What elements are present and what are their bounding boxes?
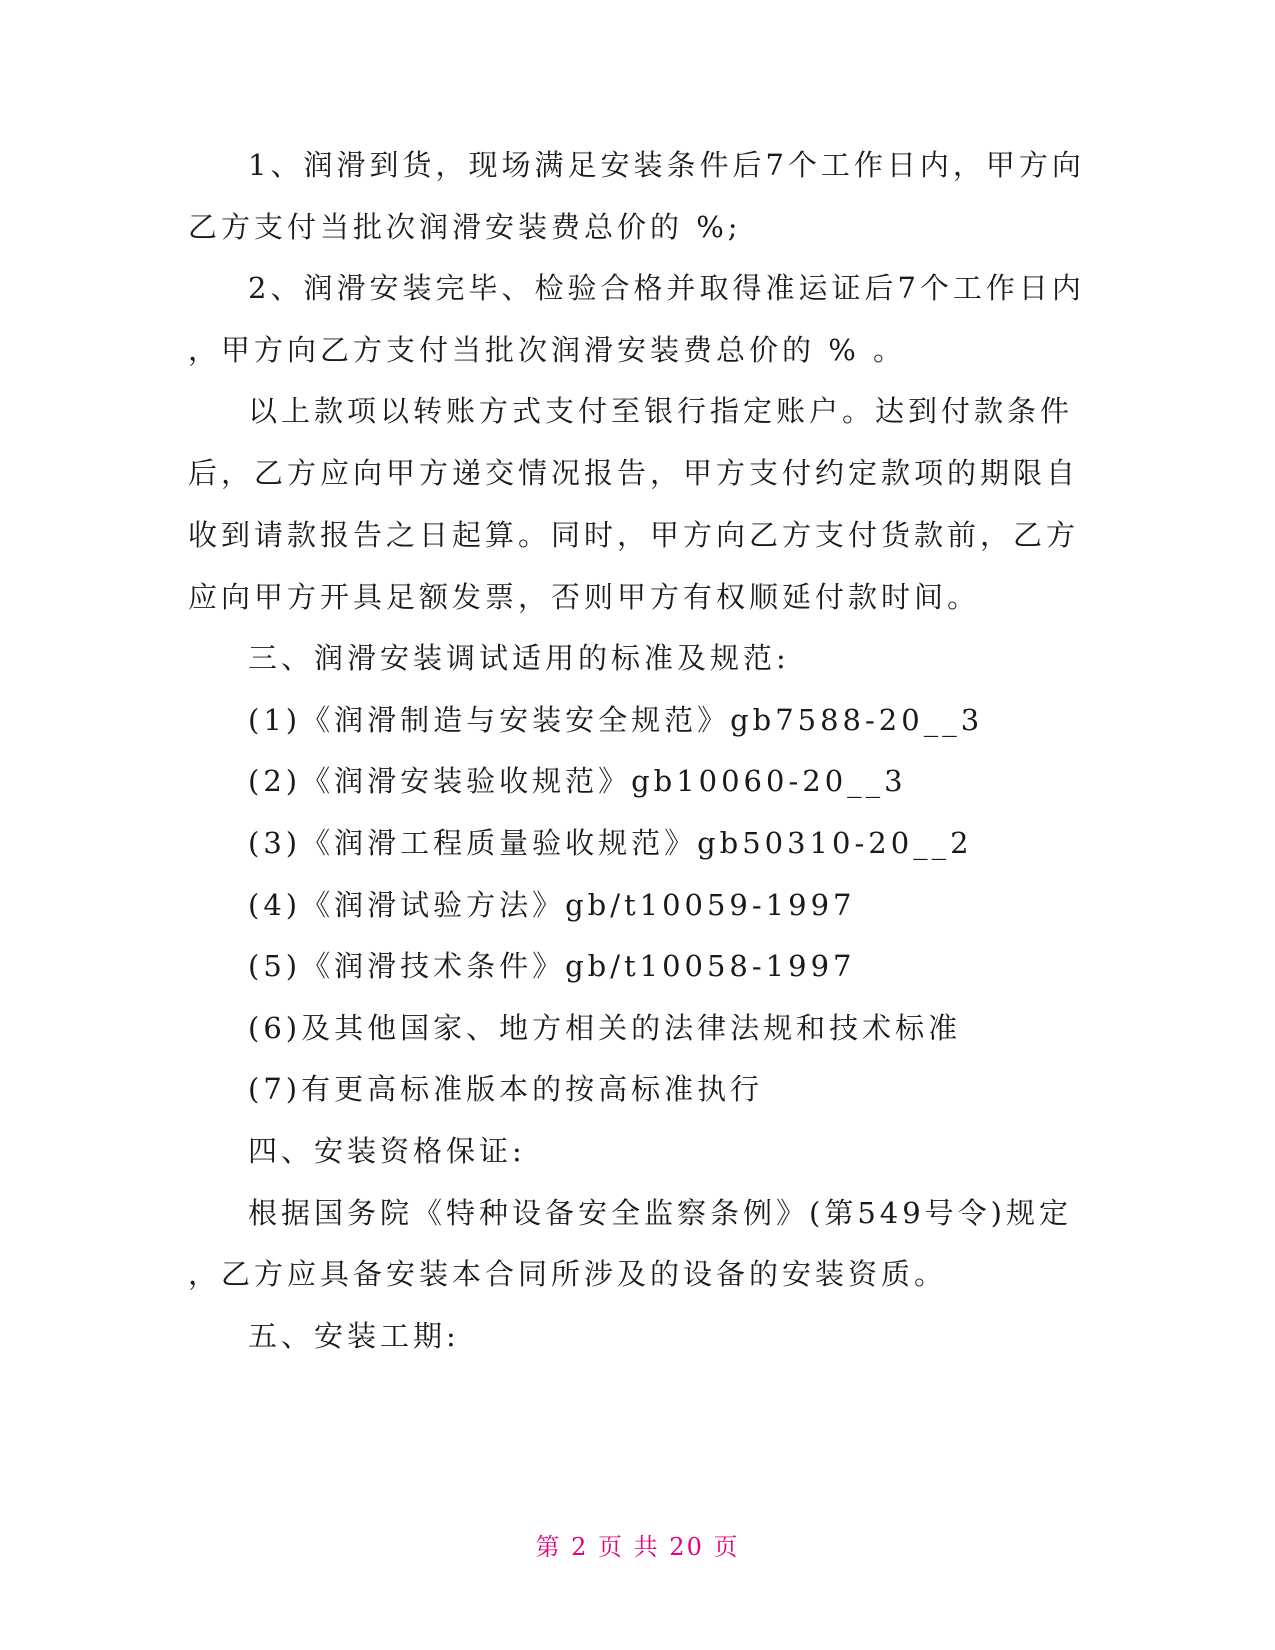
section-heading: 五、安装工期: bbox=[248, 1319, 460, 1353]
section-heading: 四、安装资格保证: bbox=[248, 1134, 526, 1168]
paragraph-line: 应向甲方开具足额发票，否则甲方有权顺延付款时间。 bbox=[188, 580, 981, 614]
standard-item: (4)《润滑试验方法》gb/t10059-1997 bbox=[248, 888, 856, 922]
paragraph-line: 根据国务院《特种设备安全监察条例》(第549号令)规定 bbox=[248, 1196, 1072, 1230]
standard-item: (7)有更高标准版本的按高标准执行 bbox=[248, 1072, 764, 1106]
paragraph-line: 以上款项以转账方式支付至银行指定账户。达到付款条件 bbox=[248, 394, 1074, 428]
standard-item: (6)及其他国家、地方相关的法律法规和技术标准 bbox=[248, 1011, 962, 1045]
paragraph-line: 1、润滑到货，现场满足安装条件后7个工作日内，甲方向 bbox=[248, 148, 1085, 182]
paragraph-line: ，甲方向乙方支付当批次润滑安装费总价的 % 。 bbox=[188, 333, 906, 367]
standard-item: (5)《润滑技术条件》gb/t10058-1997 bbox=[248, 949, 856, 983]
paragraph-line: 收到请款报告之日起算。同时，甲方向乙方支付货款前，乙方 bbox=[188, 518, 1080, 552]
standard-item: (3)《润滑工程质量验收规范》gb50310-20__2 bbox=[248, 826, 973, 860]
paragraph-line: ，乙方应具备安装本合同所涉及的设备的安装资质。 bbox=[188, 1257, 948, 1291]
standard-item: (1)《润滑制造与安装安全规范》gb7588-20__3 bbox=[248, 703, 984, 737]
paragraph-line: 乙方支付当批次润滑安装费总价的 %; bbox=[188, 210, 742, 244]
page-number-footer: 第 2 页 共 20 页 bbox=[535, 1533, 740, 1561]
paragraph-line: 2、润滑安装完毕、检验合格并取得准运证后7个工作日内 bbox=[248, 271, 1085, 305]
standard-item: (2)《润滑安装验收规范》gb10060-20__3 bbox=[248, 764, 907, 798]
section-heading: 三、润滑安装调试适用的标准及规范: bbox=[248, 641, 790, 675]
paragraph-line: 后，乙方应向甲方递交情况报告，甲方支付约定款项的期限自 bbox=[188, 456, 1080, 490]
